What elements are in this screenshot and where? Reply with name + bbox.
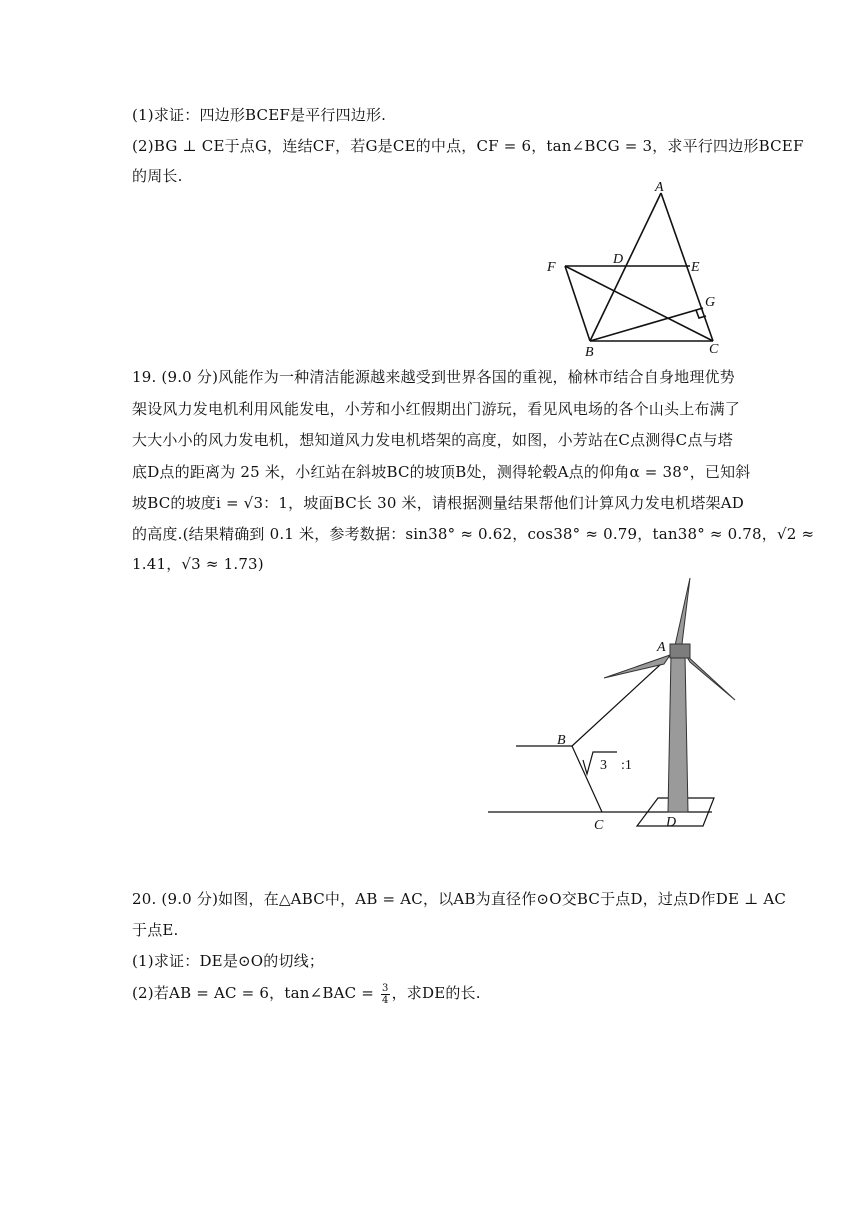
q20-fraction-denominator: 4 bbox=[382, 994, 389, 1006]
q19-line-7: 1.41，√3 ≈ 1.73) bbox=[132, 555, 264, 573]
q19-line-1: 19. (9.0 分)风能作为一种清洁能源越来越受到世界各国的重视，榆林市结合自身地理优势 bbox=[132, 368, 735, 386]
q19-slope-number: 3 bbox=[600, 758, 607, 773]
q20-part2-text: (2)若AB = AC = 6，tan∠BAC = bbox=[132, 984, 380, 1002]
q19-line-3: 大大小小的风力发电机，想知道风力发电机塔架的高度，如图，小芳站在C点测得C点与塔 bbox=[132, 431, 733, 449]
q18-part1: (1)求证：四边形BCEF是平行四边形. bbox=[132, 106, 387, 124]
q18-label-c: C bbox=[709, 342, 719, 357]
q20-fraction bbox=[381, 983, 390, 1006]
q19-line-2: 架设风力发电机利用风能发电，小芳和小红假期出门游玩，看见风电场的各个山头上布满了 bbox=[132, 400, 741, 418]
q18-label-d: D bbox=[613, 252, 624, 267]
q18-part2-line1: (2)BG ⊥ CE于点G，连结CF，若G是CE的中点，CF = 6，tan∠BCG = 3，求平行四边形BCEF bbox=[132, 137, 804, 155]
q18-label-g: G bbox=[705, 295, 716, 310]
q19-label-a: A bbox=[657, 640, 666, 655]
q18-label-f: F bbox=[547, 260, 556, 275]
q19-line-6: 的高度.(结果精确到 0.1 米，参考数据：sin38° ≈ 0.62，cos38° ≈ 0.79，tan38° ≈ 0.78，√2 ≈ bbox=[132, 525, 815, 543]
q19-slope-ratio: :1 bbox=[621, 758, 632, 773]
q20-fraction-numerator: 3 bbox=[382, 982, 389, 994]
q20-part2-tail: ，求DE的长. bbox=[391, 984, 481, 1002]
q18-label-e: E bbox=[691, 260, 700, 275]
q18-part2-line2: 的周长. bbox=[132, 167, 183, 185]
q18-label-a: A bbox=[655, 180, 664, 195]
q20-part2 bbox=[132, 982, 481, 1006]
q20-line-1: 20. (9.0 分)如图，在△ABC中，AB = AC，以AB为直径作⊙O交BC于点D，过点D作DE ⊥ AC bbox=[132, 890, 787, 908]
q19-line-5: 坡BC的坡度i = √3：1，坡面BC长 30 米，请根据测量结果帮他们计算风力发电机塔架AD bbox=[132, 494, 744, 512]
q19-line-4: 底D点的距离为 25 米，小红站在斜坡BC的坡顶B处，测得轮毂A点的仰角α = 38°，已知斜 bbox=[132, 463, 751, 481]
q18-label-b: B bbox=[585, 345, 594, 360]
q19-label-b: B bbox=[557, 733, 566, 748]
q19-label-c: C bbox=[594, 818, 604, 833]
q19-label-d: D bbox=[666, 815, 677, 830]
q20-line-2: 于点E. bbox=[132, 921, 179, 939]
q20-part1: (1)求证：DE是⊙O的切线； bbox=[132, 952, 325, 970]
